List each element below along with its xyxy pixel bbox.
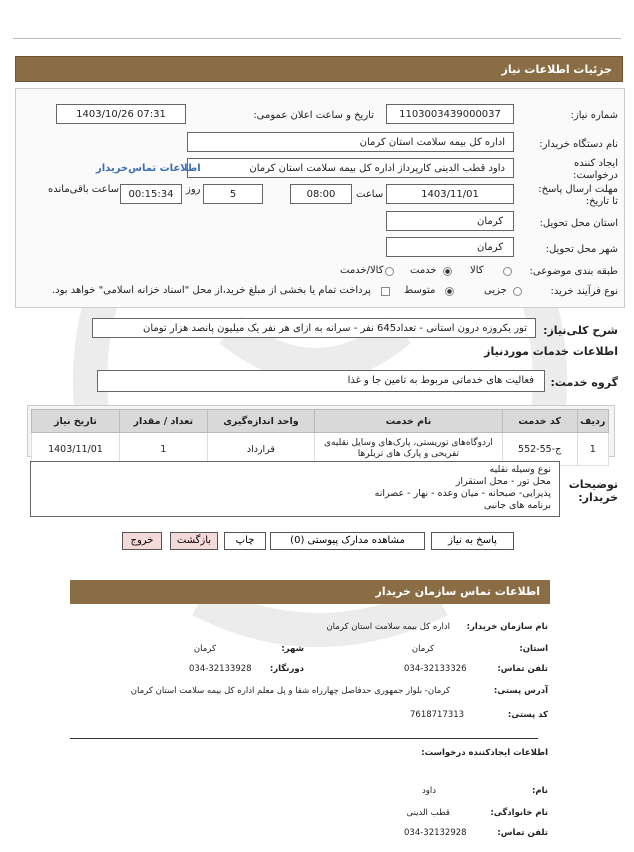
reply-button[interactable]: پاسخ به نیاز [431, 532, 514, 550]
summary-label: شرح کلی‌نیاز: [543, 324, 618, 337]
contact-postal-label: کد پستی: [507, 710, 548, 720]
city-label: شهر محل تحویل: [545, 244, 618, 255]
creator-label: ایجاد کننده درخواست: [573, 158, 618, 181]
contact-org-value: اداره کل بیمه سلامت استان کرمان [326, 622, 450, 632]
creator-name-label: نام: [531, 786, 548, 796]
contact-postal-value: 7618717313 [410, 710, 465, 720]
remaining-field: 00:15:34 [120, 184, 182, 204]
table-cell: قرارداد [207, 433, 314, 466]
table-header-cell: تاریخ نیاز [32, 410, 120, 433]
table-cell: 1403/11/01 [32, 433, 120, 466]
deadline-time-field: 08:00 [290, 184, 352, 204]
table-header-cell: واحد اندازه‌گیری [207, 410, 314, 433]
contact-city-label: شهر: [281, 644, 304, 654]
category-service-label: خدمت [410, 265, 437, 276]
category-label: طبقه بندی موضوعی: [529, 266, 618, 277]
buyer-contact-link[interactable]: اطلاعات تماس‌خریدار [96, 163, 201, 174]
process-radio-small[interactable] [513, 287, 522, 296]
table-header-cell: کد خدمت [502, 410, 577, 433]
category-radio-both[interactable] [385, 267, 394, 276]
creator-family-value: قطب الدینی [406, 808, 450, 818]
deadline-date-field: 1403/11/01 [386, 184, 514, 204]
need-number-label: شماره نیاز: [570, 110, 618, 121]
treasury-checkbox[interactable] [381, 287, 390, 296]
province-label: استان محل تحویل: [539, 218, 618, 229]
contact-phone-label: تلفن تماس: [497, 664, 548, 674]
table-header-cell: تعداد / مقدار [119, 410, 207, 433]
contact-org-label: نام سازمان خریدار: [466, 622, 548, 632]
city-field: کرمان [386, 237, 514, 257]
creator-name-value: داود [421, 786, 436, 796]
table-cell: 1 [119, 433, 207, 466]
process-label: نوع فرآیند خرید: [550, 286, 618, 297]
announce-field: 1403/10/26 07:31 [56, 104, 186, 124]
table-cell: ج-55-552 [502, 433, 577, 466]
top-divider [13, 38, 621, 47]
category-radio-goods[interactable] [503, 267, 512, 276]
process-medium-label: متوسط [404, 285, 436, 296]
print-button[interactable]: چاپ [224, 532, 266, 550]
deadline-label: مهلت ارسال پاسخ: تا تاریخ: [538, 184, 618, 207]
services-title: اطلاعات خدمات موردنیاز [484, 345, 618, 358]
process-small-label: جزیی [484, 285, 507, 296]
category-goods-label: کالا [470, 265, 484, 276]
days-field: 5 [203, 184, 263, 204]
category-radio-service[interactable] [443, 267, 452, 276]
items-table [31, 409, 609, 466]
creator-phone-label: تلفن تماس: [497, 828, 548, 838]
buyer-org-field: اداره کل بیمه سلامت استان کرمان [187, 132, 514, 152]
buyer-note-line: پذیرایی- صبحانه - میان وعده - نهار - عصرانه [374, 488, 551, 499]
day-label: روز [186, 184, 201, 195]
table-cell: اردوگاه‌های توریستی، پارک‌های وسایل نقلیه‌ی تفریحی و پارک های تریلرها [315, 433, 503, 466]
contact-divider [70, 738, 538, 739]
announce-label: تاریخ و ساعت اعلان عمومی: [253, 110, 374, 121]
category-both-label: کالا/خدمت [340, 265, 384, 276]
table-header-cell: نام خدمت [315, 410, 503, 433]
contact-phone-value: 034-32133326 [404, 664, 467, 674]
summary-field: تور یکروزه درون استانی - تعداد645 نفر - سرانه به ازای هر نفر یک میلیون پانصد هزار تومان [92, 318, 536, 338]
province-field: کرمان [386, 211, 514, 231]
exit-button[interactable]: خروج [122, 532, 162, 550]
table-header-cell: ردیف [577, 410, 608, 433]
contact-province-value: کرمان [411, 644, 434, 654]
contact-fax-value: 034-32133928 [189, 664, 252, 674]
buyer-notes-box [30, 461, 560, 517]
buyer-notes-label: توضیحات خریدار: [568, 478, 618, 504]
contact-address-value: کرمان- بلوار جمهوری حدفاصل چهارراه شفا و پل معلم اداره کل بیمه سلامت استان کرمان [130, 686, 450, 696]
buyer-org-label: نام دستگاه خریدار: [539, 139, 618, 150]
service-group-label: گروه خدمت: [550, 376, 618, 389]
buyer-note-line: برنامه های جانبی [483, 500, 551, 511]
contact-header: اطلاعات تماس سازمان خریدار [70, 580, 550, 604]
creator-info-title: اطلاعات ایجادکننده درخواست: [421, 748, 548, 758]
creator-phone-value: 034-32132928 [404, 828, 467, 838]
buyer-note-line: نوع وسیله نقلیه [489, 464, 551, 475]
remaining-label: ساعت باقی‌مانده [48, 184, 120, 195]
need-number-field: 1103003439000037 [386, 104, 514, 124]
service-group-field: فعالیت های خدماتی مربوط به تامین جا و غذا [97, 370, 545, 392]
contact-city-value: کرمان [193, 644, 216, 654]
table-cell: 1 [577, 433, 608, 466]
buyer-note-line: محل تور - محل استقرار [455, 476, 551, 487]
back-button[interactable]: بازگشت [170, 532, 218, 550]
creator-field: داود قطب الدینی کارپرداز اداره کل بیمه سلامت استان کرمان [187, 158, 514, 178]
creator-family-label: نام خانوادگی: [490, 808, 548, 818]
table-header-row [32, 410, 609, 433]
view-documents-button[interactable]: مشاهده مدارک پیوستی (0) [270, 532, 425, 550]
time-label: ساعت [356, 189, 384, 200]
process-radio-medium[interactable] [445, 287, 454, 296]
contact-address-label: آدرس پستی: [493, 686, 548, 696]
contact-fax-label: دورنگار: [269, 664, 304, 674]
contact-province-label: استان: [519, 644, 548, 654]
page-header: جزئیات اطلاعات نیاز [15, 56, 623, 82]
treasury-note: پرداخت تمام یا بخشی از مبلغ خرید،از محل "اسناد خزانه اسلامی" خواهد بود. [52, 285, 371, 296]
